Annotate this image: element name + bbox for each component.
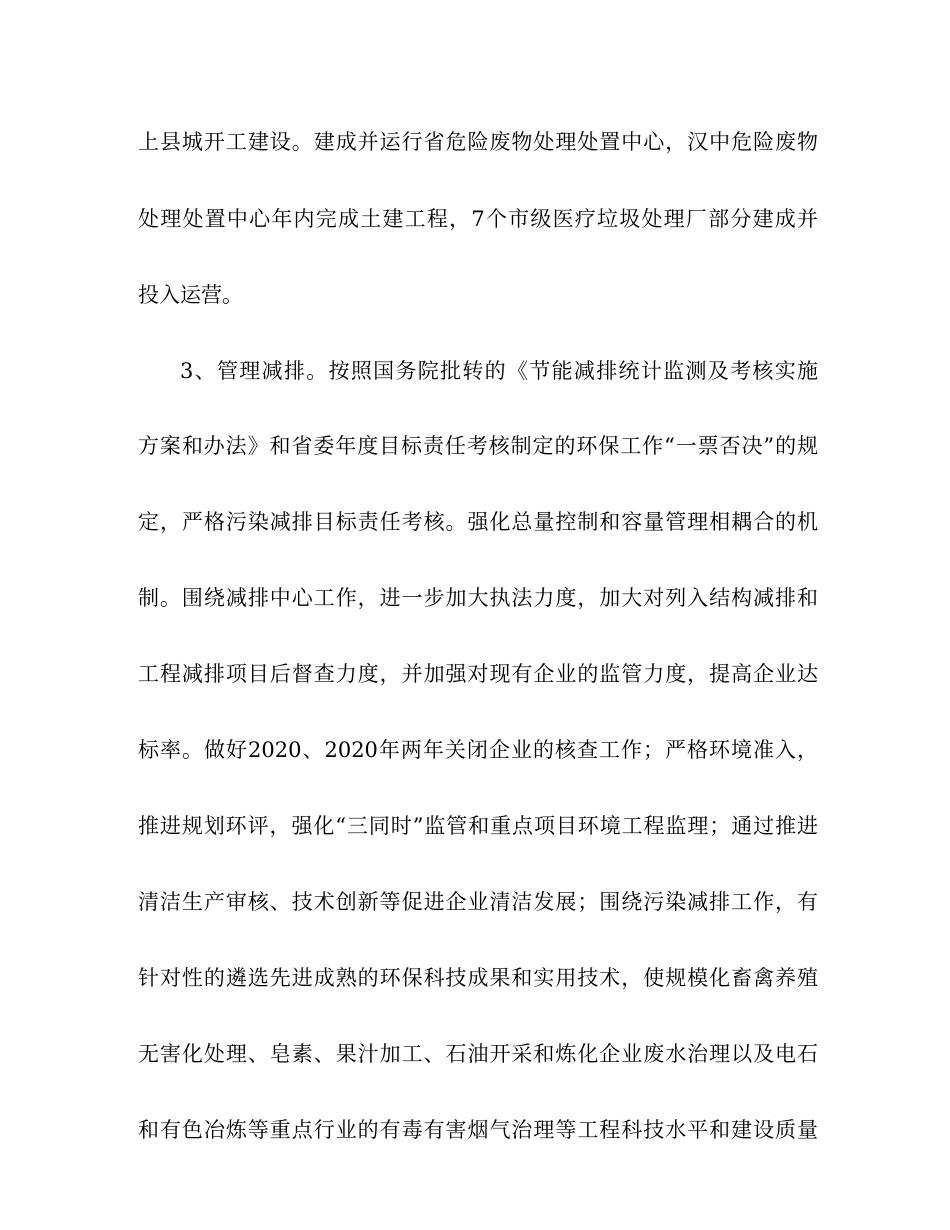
text-line: 投入运营。: [138, 283, 243, 307]
text-line: 推进规划环评，强化“三同时”监管和重点项目环境工程监理；通过推进: [138, 814, 818, 838]
text-line: 针对性的遴选先进成熟的环保科技成果和实用技术，使规模化畜禽养殖: [138, 966, 818, 990]
text-line: 方案和办法》和省委年度目标责任考核制定的环保工作“一票否决”的规: [138, 434, 818, 458]
text-line: 标率。做好2020、2020年两年关闭企业的核查工作；严格环境准入，: [138, 738, 818, 762]
paragraph-first-line: 3、管理减排。按照国务院批转的《节能减排统计监测及考核实施: [180, 359, 818, 383]
text-line: 清洁生产审核、技术创新等促进企业清洁发展；围绕污染减排工作，有: [138, 890, 818, 914]
text-line: 和有色冶炼等重点行业的有毒有害烟气治理等工程科技水平和建设质量: [138, 1118, 818, 1142]
text-line: 定，严格污染减排目标责任考核。强化总量控制和容量管理相耦合的机: [138, 510, 818, 534]
text-line: 上县城开工建设。建成并运行省危险废物处理处置中心，汉中危险废物: [138, 130, 818, 154]
text-line: 处理处置中心年内完成土建工程，7个市级医疗垃圾处理厂部分建成并: [138, 207, 818, 231]
text-line: 工程减排项目后督查力度，并加强对现有企业的监管力度，提高企业达: [138, 662, 818, 686]
text-line: 无害化处理、皂素、果汁加工、石油开采和炼化企业废水治理以及电石: [138, 1042, 818, 1066]
text-line: 制。围绕减排中心工作，进一步加大执法力度，加大对列入结构减排和: [138, 586, 818, 610]
